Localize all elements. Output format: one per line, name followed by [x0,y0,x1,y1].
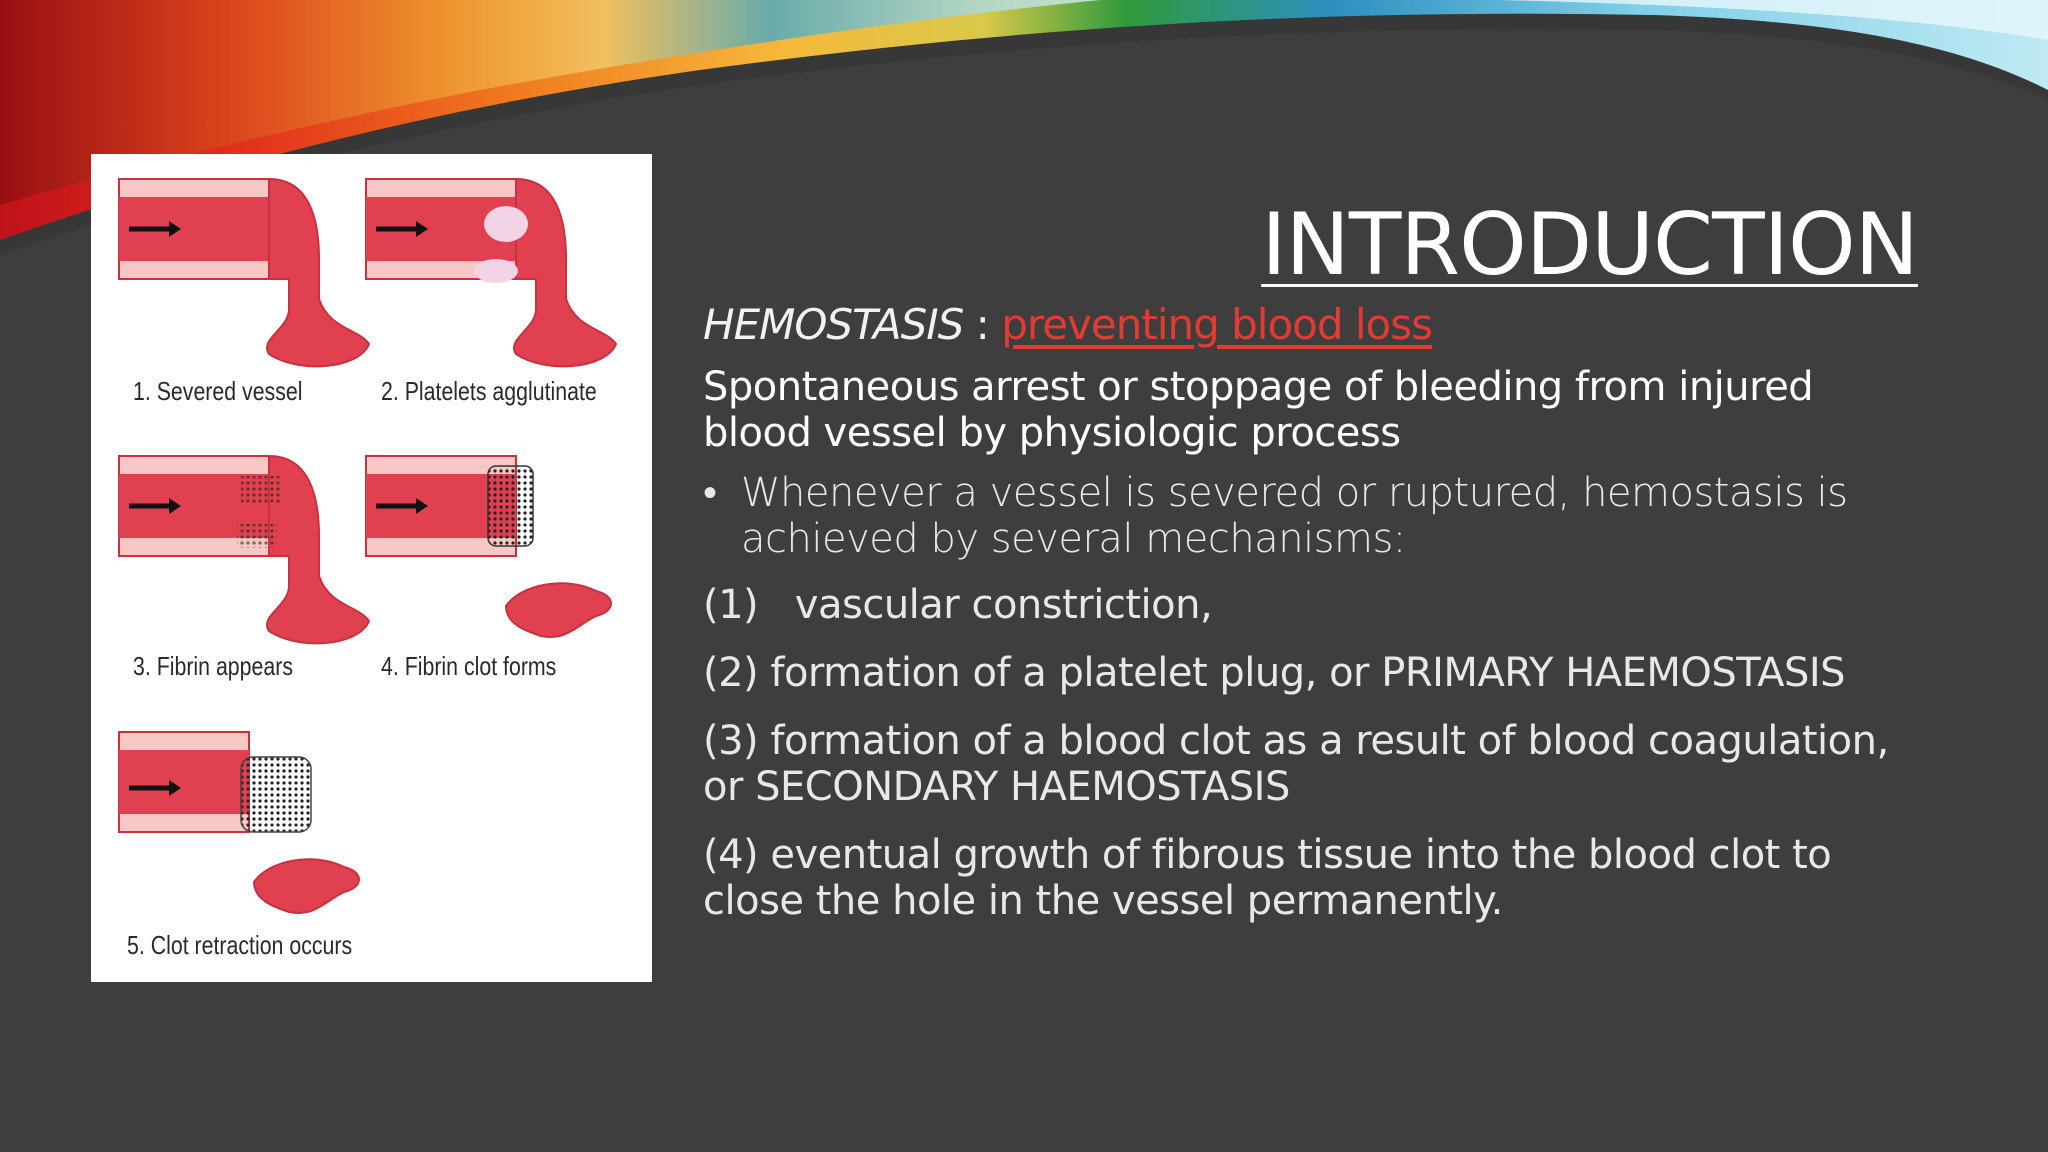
stage-3-vessel [119,456,369,643]
hemostasis-figure [91,154,652,982]
slide-content [703,300,1933,946]
bullet-dot: • [703,470,717,516]
stage-1-label: 1. Severed vessel [133,376,303,406]
summary-text: Spontaneous arrest or stoppage of bleeding from injured blood vessel by physiologic process [703,364,1814,456]
hemostasis-diagram [91,154,652,982]
stage-5-vessel [119,732,359,913]
definition-separator: : [963,300,1002,349]
stage-2-vessel [366,179,616,366]
bullet-item [703,470,1933,562]
mechanism-item-3: (3) formation of a blood clot as a result of blood coagulation, or SECONDARY HAEMOSTASIS [703,718,1889,810]
bullet-text: Whenever a vessel is severed or ruptured, hemostasis is achieved by several mechanisms: [741,470,1848,562]
slide-title: INTRODUCTION [1261,195,1918,295]
mechanism-item-1: (1) vascular constriction, [703,582,1213,628]
stage-4-label: 4. Fibrin clot forms [381,651,557,681]
definition-line [703,300,1933,358]
mechanism-item-2: (2) formation of a platelet plug, or PRIMARY HAEMOSTASIS [703,650,1846,696]
stage-2-label: 2. Platelets agglutinate [381,376,597,406]
definition-link[interactable]: preventing blood loss [1001,300,1432,349]
mechanism-item-4: (4) eventual growth of fibrous tissue into the blood clot to close the hole in the vessel permanently. [703,832,1832,924]
stage-4-vessel [366,456,611,637]
stage-5-label: 5. Clot retraction occurs [127,930,353,960]
stage-1-vessel [119,179,369,366]
stage-3-label: 3. Fibrin appears [133,651,293,681]
definition-term: HEMOSTASIS [703,300,964,349]
